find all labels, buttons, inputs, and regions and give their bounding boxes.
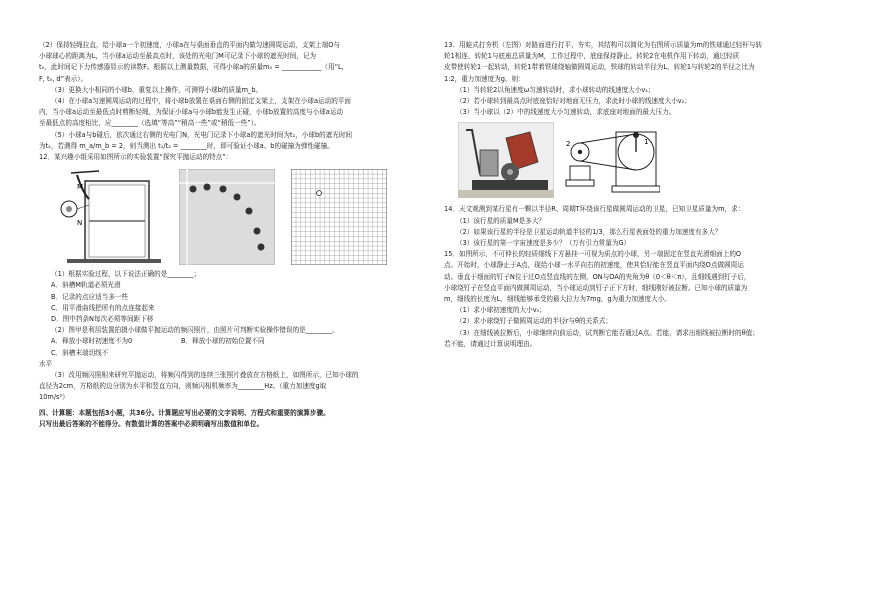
- q15-line: m，细线的长度为L，细线能够承受的最大拉力为7mg，g为重力加速度大小。: [444, 295, 671, 304]
- q14-part3: （3）该行星的第一宇宙速度是多少？（万有引力常量为G）: [456, 239, 631, 248]
- q11-part3: （3）更换大小相同的小球b，重复以上操作，可测得小球b的质量m_b。: [51, 85, 263, 94]
- q12-option-A: A．斜槽M轨道必须光滑: [51, 281, 121, 290]
- label-N: N: [77, 219, 83, 228]
- q11-part4-line: （4）在小球a匀速圆周运动的过程中，将小球b放置在桌面右侧的固定支架上，支架在小球a运动的平面: [51, 97, 351, 106]
- q12-figures: [39, 169, 437, 265]
- apparatus-figure: [59, 169, 169, 265]
- q13-part3: （3）当小球以（2）中的线速度大小匀速转动，求底座对地面的最大压力。: [456, 108, 676, 117]
- q12-part2-option-C-cont: 水平: [39, 359, 53, 368]
- q11-part2-line: 小球球心的距离为L，当小球a运动至最高点时，该处的光电门M可记录下小球的遮光时间，记为: [39, 52, 317, 61]
- strobe-photo-figure: [179, 169, 275, 265]
- q15-part3-line: 若不能，请通过计算说明理由。: [444, 339, 537, 348]
- q15-part1: （1）求小球初速度的大小v₀；: [456, 306, 546, 315]
- right-column: [444, 40, 842, 350]
- q11-part2-line: （2）保持轻绳拉直，给小球a一个初速度，小球a在与桌面垂直的平面内做匀速圆周运动，支架上端O与: [39, 41, 340, 49]
- q13-line: 轮1相连，转轮1与底座总质量为M，工作过程中，底座保持静止。转轮2在电机作用下转动，通过轻质: [444, 52, 740, 61]
- q14-part1: （1）该行星的质量M是多大？: [456, 216, 546, 225]
- q11-part2-line: F, t₀, d”表示）。: [39, 74, 88, 83]
- q12-part3-line: 直径为2cm，方格纸的边分别为水平和竖直方向，则频闪相机频率为________Hz。（重力加速度g取: [39, 382, 327, 391]
- section4-heading-cont: 只写出最后答案的不能得分。有数值计算的答案中必须明确写出数值和单位。: [39, 419, 264, 428]
- q12-option-D: D．图中挡条N每次必须等间距下移: [51, 315, 154, 324]
- q13-part2: （2）若小球转到最高点时底座恰好对地面无压力，求此时小球的线速度大小v₂；: [456, 97, 691, 106]
- q11-part5-line: 为t₂，若测得 m_a/m_b = 2，则当测出 t₁/t₂ = ________时，即可验证小球a、b的碰撞为弹性碰撞。: [39, 141, 334, 150]
- label-M: M: [77, 183, 84, 192]
- left-column: [39, 40, 437, 430]
- q13-line: 皮带使转轮1一起转动，转轮1带着铁球绕轴做圆周运动，铁球的转动半径为L，转轮1与转轮2的半径之比为: [444, 63, 755, 72]
- q15-line: 动。垂直于细面的钉子N位于过O点竖直线的左侧，ON与OA的夹角为θ（0＜θ＜π），且细线遇到钉子后，: [444, 272, 751, 281]
- q12-title: 12．某兴趣小组采用如图所示的实验装置“探究平抛运动的特点”：: [39, 153, 233, 162]
- q14-part2: （2）如果该行星的半径是卫星运动轨道半径的1/3，那么行星表面处的重力加速度有多大？: [456, 227, 722, 236]
- label-wheel-2: 2: [566, 140, 571, 149]
- q12-part1: （1）根据实验过程，以下说法正确的是________；: [51, 270, 201, 279]
- q12-part2-option-B: B．释放小球的初始位置不同: [181, 337, 265, 346]
- q15-line: 15．如图所示，不可伸长的轻质细线下方悬挂一可视为质点的小球，另一端固定在竖直光滑细面上的O: [444, 250, 742, 259]
- q12-part2-option-C: C．斜槽末端切线不: [51, 348, 109, 357]
- q11-part2-line: t₀，此时间记下力传感器显示的读数F。根据以上测量数据，可得小球a的质量m₀ = ____________（用“L,: [39, 63, 344, 72]
- q15-line: 点。开始时，小球静止于A点，现给小球一水平向右的初速度，使其恰好能在竖直平面内绕O点做圆周运: [444, 261, 744, 270]
- q14-line: 14．天文观测到某行星有一颗以半径R、周期T环绕该行星做圆周运动的卫星，已知卫星质量为m，求：: [444, 205, 745, 214]
- q12-part2: （2）图甲是利用装置拍摄小球做平抛运动的频闪照片，由照片可判断实验操作错误的是________。: [51, 326, 339, 335]
- q12-part2-option-A: A．释放小球时初速度不为0: [51, 337, 133, 346]
- q12-option-C: C．用平滑曲线把所有的点连接起来: [51, 303, 155, 312]
- q13-line: 1:2，重力加速度为g，则：: [444, 74, 525, 83]
- q15-part3-line: （3）在细线被拉断后，小球继续向前运动，试判断它能否通过A点。若能，请求出细线被拉断时的θ值；: [456, 328, 759, 337]
- q12-part3-line: 10m/s²）: [39, 393, 69, 402]
- q12-part3-line: （3）改用频闪照相来研究平抛运动，将频闪得到的连续三张照片叠放在方格纸上，如图所示，已知小球的: [51, 371, 359, 380]
- q15-part2: （2）求小球绕钉子做圆周运动的半径r与θ的关系式；: [456, 317, 613, 326]
- grid-paper-figure: [291, 169, 387, 265]
- q12-option-B: B．记录的点应适当多一些: [51, 292, 129, 301]
- q11-part4-line: 内，当小球a运动至最低点时剪断轻绳，为保证小球a与小球b能发生正碰，小球b放置的高度与小球a运动: [39, 108, 344, 117]
- q15-line: 小球绕钉子在竖直平面内做圆周运动，当小球运动到钉子正下方时，细线刚好被拉断。已知小球的质量为: [444, 283, 748, 292]
- section4-heading: 四、计算题：本题包括3小题，共36分。计算题应写出必要的文字说明、方程式和重要的演算步骤。: [39, 408, 330, 417]
- q13-figures: [444, 122, 842, 200]
- q13-part1: （1）当转轮2以角速度ω匀速转动时，求小球转动的线速度大小v₁；: [456, 85, 655, 94]
- q11-part4-line: 至最低点的高度相比，应________（选填“等高”“稍高一些”或“稍低一些”）。: [39, 119, 261, 128]
- label-wheel-1: 1: [644, 138, 649, 147]
- tamper-photo-figure: [458, 122, 554, 198]
- q11-part5-line: （5）小球a与b碰后，依次通过右侧的光电门N，光电门记录下小球a的遮光时间为t₁，小球b的遮光时间: [51, 130, 353, 139]
- pulley-schematic-figure: [560, 122, 660, 198]
- q13-line: 13．用蛙式打夯机（左图）对路面进行打平、夯实，其结构可以简化为右图所示质量为m的铁球通过轻杆与转: [444, 41, 763, 49]
- q12-part2-options: [39, 336, 437, 358]
